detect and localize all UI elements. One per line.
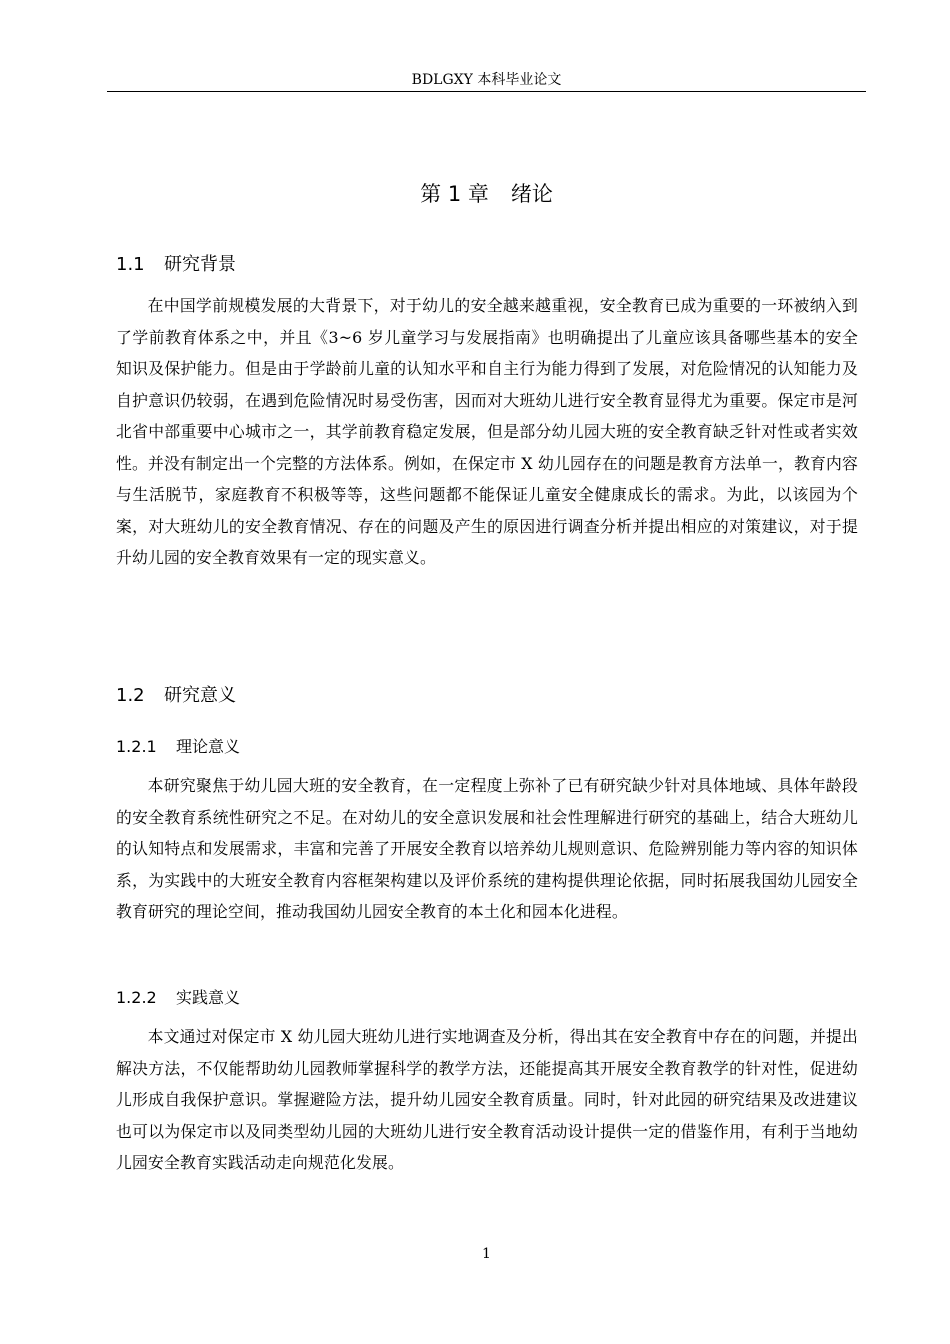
subsection-number: 1.2.1 [116,737,157,756]
chapter-title [107,178,866,210]
paragraph-practical-significance: 本文通过对保定市 X 幼儿园大班幼儿进行实地调查及分析，得出其在安全教育中存在的问题，并提出解决方法，不仅能帮助幼儿园教师掌握科学的教学方法，还能提高其开展安全教育教学的针对性，促进幼儿形成自我保护意识。掌握避险方法，提升幼儿园安全教育质量。同时，针对此园的研究结果及改进建议也可以为保定市以及同类型幼儿园的大班幼儿进行安全教育活动设计提供一定的借鉴作用，有利于当地幼儿园安全教育实践活动走向规范化发展。 [116,1027,858,1172]
header-rule [107,91,866,92]
running-header: BDLGXY 本科毕业论文 [411,72,562,88]
section-title: 研究意义 [164,685,236,706]
subsection-title: 理论意义 [176,737,241,756]
section-number: 1.2 [116,685,145,706]
subsection-number: 1.2.2 [116,988,157,1007]
paragraph-theoretical-significance: 本研究聚焦于幼儿园大班的安全教育，在一定程度上弥补了已有研究缺少针对具体地域、具体年龄段的安全教育系统性研究之不足。在对幼儿的安全意识发展和社会性理解进行研究的基础上，结合大班幼儿的认知特点和发展需求，丰富和完善了开展安全教育以培养幼儿规则意识、危险辨别能力等内容的知识体系，为实践中的大班安全教育内容框架构建以及评价系统的建构提供理论依据，同时拓展我国幼儿园安全教育研究的理论空间，推动我国幼儿园安全教育的本土化和园本化进程。 [116,776,858,921]
section-heading-1-1 [116,252,236,278]
chapter-number: 第 1 章 [420,182,489,206]
subsection-heading-1-2-1 [116,735,240,759]
page-number: 1 [482,1246,491,1262]
paragraph-research-background: 在中国学前规模发展的大背景下，对于幼儿的安全越来越重视，安全教育已成为重要的一环被纳入到了学前教育体系之中，并且《3~6 岁儿童学习与发展指南》也明确提出了儿童应该具备哪些基本的安全知识及保护能力。但是由于学龄前儿童的认知水平和自主行为能力得到了发展，对危险情况的认知能力及自护意识仍较弱，在遇到危险情况时易受伤害，因而对大班幼儿进行安全教育显得尤为重要。保定市是河北省中部重要中心城市之一，其学前教育稳定发展，但是部分幼儿园大班的安全教育缺乏针对性或者实效性。并没有制定出一个完整的方法体系。例如，在保定市 X 幼儿园存在的问题是教育方法单一，教育内容与生活脱节，家庭教育不积极等等，这些问题都不能保证儿童安全健康成长的需求。为此，以该园为个案，对大班幼儿的安全教育情况、存在的问题及产生的原因进行调查分析并提出相应的对策建议，对于提升幼儿园的安全教育效果有一定的现实意义。 [116,296,858,567]
chapter-name: 绪论 [510,182,553,206]
section-number: 1.1 [116,254,145,275]
subsection-heading-1-2-2 [116,986,240,1010]
section-heading-1-2 [116,683,236,709]
section-title: 研究背景 [164,254,236,275]
subsection-title: 实践意义 [176,988,241,1007]
